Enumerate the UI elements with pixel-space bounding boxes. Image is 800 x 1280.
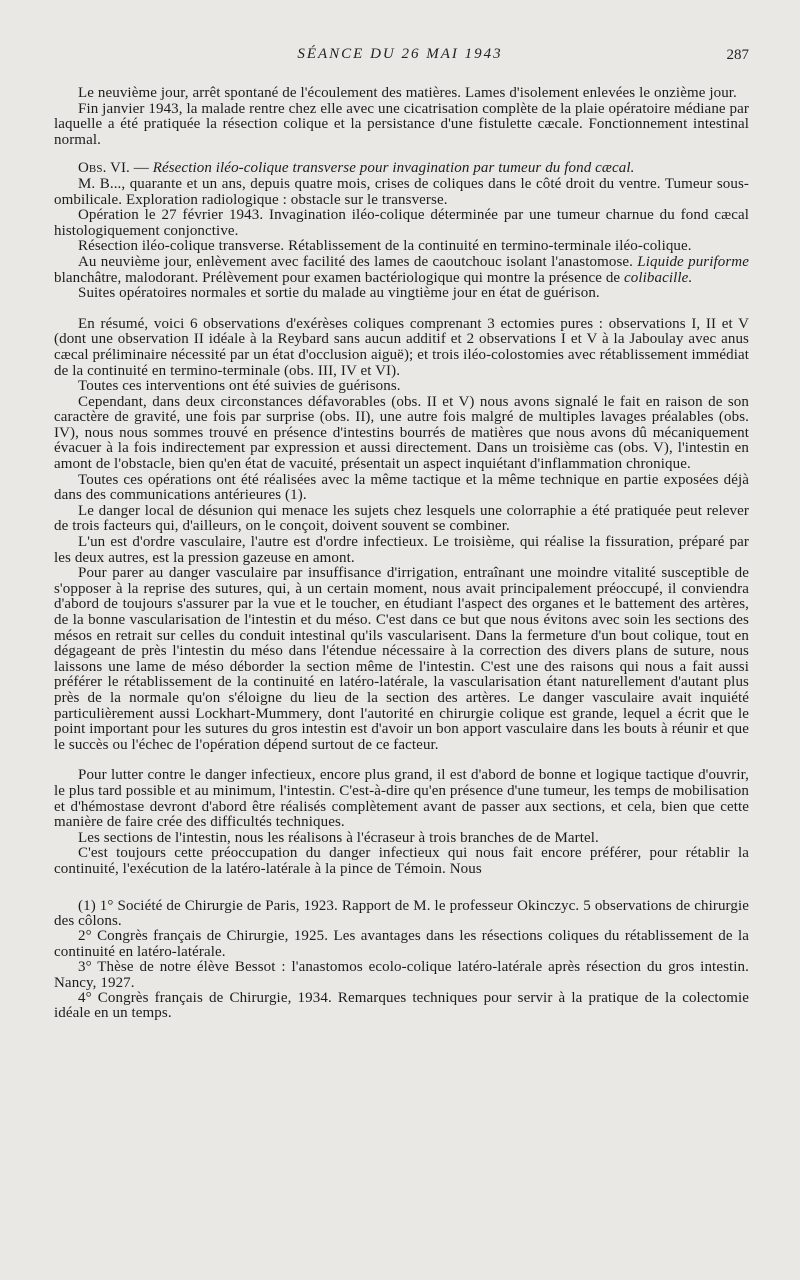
paragraph: Les sections de l'intestin, nous les réalisons à l'écraseur à trois branches de de Martel. bbox=[78, 829, 599, 846]
paragraph: L'un est d'ordre vasculaire, l'autre est d'ordre infectieux. Le troisième, qui réalise la fissuration, préparé par les deux autres, est la pression gazeuse en amont. bbox=[54, 534, 749, 566]
observation-title: Résection iléo-colique transverse pour invagination par tumeur du fond cæcal. bbox=[152, 160, 635, 177]
paragraph: Pour lutter contre le danger infectieux, encore plus grand, il est d'abord de bonne et logique tactique d'ouvrir, le plus tard possible et au minimum, l'intestin. C'est-à-dire qu'en présence d'une tumeur, les temps de mobilisation et d'hémostase devront d'abord être réalisés complètement avant de passer aux sections, et cela, bien que cette manière de faire crée des difficultés techniques. bbox=[54, 767, 749, 831]
page-number: 287 bbox=[726, 47, 749, 63]
paragraph: M. B..., quarante et un ans, depuis quatre mois, crises de coliques dans le côté droit du ventre. Tumeur sous-ombilicale. Exploration radiologique : obstacle sur le transverse. bbox=[54, 175, 749, 208]
paragraph: Toutes ces opérations ont été réalisées avec la même tactique et la même technique en partie exposées déjà dans des communications antérieures (1). bbox=[54, 471, 749, 504]
footnote: 2° Congrès français de Chirurgie, 1925. Les avantages dans les résections coliques du rétablissement de la continuité en latéro-latérale. bbox=[54, 928, 749, 960]
paragraph: Le danger local de désunion qui menace les sujets chez lesquels une colorraphie a été pratiquée peut relever de trois facteurs qui, d'ailleurs, on le conçoit, doivent souvent se combiner. bbox=[54, 502, 749, 535]
paragraph: Le neuvième jour, arrêt spontané de l'écoulement des matières. Lames d'isolement enlevées le onzième jour. bbox=[78, 85, 737, 101]
paragraph: Résection iléo-colique transverse. Rétablissement de la continuité en termino-terminale iléo-colique. bbox=[78, 238, 692, 255]
paragraph: Fin janvier 1943, la malade rentre chez elle avec une cicatrisation complète de la plaie opératoire médiane par laquelle a été pratiquée la résection colique et la persistance d'une fistulette cæcale. Fonctionnement intestinal normal. bbox=[54, 100, 749, 148]
footnote: 4° Congrès français de Chirurgie, 1934. Remarques techniques pour servir à la pratique de la colectomie idéale en un temps. bbox=[54, 989, 749, 1022]
page-header bbox=[0, 46, 800, 66]
text-run: Au neuvième jour, enlèvement avec facilité des lames de caoutchouc isolant l'anastomose. bbox=[78, 253, 638, 270]
text-run: blanchâtre, malodorant. Prélèvement pour examen bactériologique qui montre la présence de bbox=[54, 269, 625, 286]
footnote: (1) 1° Société de Chirurgie de Paris, 1923. Rapport de M. le professeur Okinczyc. 5 observations de chirurgie des côlons. bbox=[54, 897, 749, 929]
paragraph bbox=[54, 255, 749, 286]
paragraph: En résumé, voici 6 observations d'exérèses coliques comprenant 3 ectomies pures : observations I, II et V (dont une observation II idéale à la Reybard sans aucun additif et 2 observations I et V à la Jaboulay avec anus cæcal préliminaire nécessité par un état d'occlusion aiguë); et trois iléo-colostomies avec rétablissement immédiat de la continuité en termino-terminale (obs. III, IV et VI). bbox=[54, 315, 749, 379]
paragraph: Opération le 27 février 1943. Invagination iléo-colique déterminée par une tumeur charnue du fond cæcal histologiquement conjonctive. bbox=[54, 207, 749, 239]
running-title: SÉANCE DU 26 MAI 1943 bbox=[297, 46, 503, 62]
dash: — bbox=[129, 160, 153, 177]
footnotes bbox=[54, 899, 749, 1022]
paragraph: Toutes ces interventions ont été suivies de guérisons. bbox=[78, 378, 401, 395]
paragraph: Suites opératoires normales et sortie du malade au vingtième jour en état de guérison. bbox=[78, 285, 600, 302]
observation-heading bbox=[54, 161, 749, 177]
paragraph: Cependant, dans deux circonstances défavorables (obs. II et V) nous avons signalé le fait en raison de son caractère de gravité, une fois par surprise (obs. II), une autre fois malgré de multiples lavages préalables (obs. IV), nous nous sommes trouvé en présence d'intestins bourrés de matières que nous avons dû mécaniquement évacuer à la fois indirectement par expression et aussi directement. Dans un troisième cas (obs. V), l'intestin en amont de l'obstacle, bien qu'en état de vacuité, présentait un aspect inquiétant d'inflammation chronique. bbox=[54, 393, 749, 473]
footnote: 3° Thèse de notre élève Bessot : l'anastomos ecolo-colique latéro-latérale après résection du gros intestin. Nancy, 1927. bbox=[54, 959, 749, 991]
paragraph: C'est toujours cette préoccupation du danger infectieux qui nous fait encore préférer, pour rétablir la continuité, l'exécution de la latéro-latérale à la pince de Témoin. Nous bbox=[54, 845, 749, 877]
paragraph: Pour parer au danger vasculaire par insuffisance d'irrigation, entraînant une moindre vitalité susceptible de s'opposer à la reprise des sutures, qui, à un certain moment, nous avait principalement préoccupé, il conviendra d'abord de toujours s'assurer par la vue et le toucher, en étudiant l'aspect des organes et le battement des artères, de la bonne vascularisation de l'intestin et du méso. C'est dans ce but que nous évitons avec soin les sections des mésos en retrait sur celles du conduit intestinal qu'ils vascularisent. Dans la fermeture d'un bout colique, tout en dégageant de près l'intestin du méso dans l'étendue nécessaire à la correction des divers plans de suture, nous laissons une lame de méso déborder la section même de l'intestin. C'est une des raisons qui nous a fait aussi préférer le rétablissement de la continuité en latéro-latérale, la vascularisation étant naturellement d'autant plus près de la normale qu'on s'éloigne du lieu de la section des artères. Le danger vasculaire avait inquiété particulièrement aussi Lockhart-Mummery, dont l'autorité en chirurgie colique est grande, lequel a écrit que le point important pour les sutures du gros intestin est d'avoir un bon apport vasculaire dans les bouts à réunir et que le succès ou l'échec de l'opération dépend surtout de ce facteur. bbox=[54, 565, 749, 753]
observation-label: Obs. VI. bbox=[78, 160, 130, 177]
italic-term: Liquide puriforme bbox=[637, 253, 749, 270]
page-body bbox=[54, 86, 749, 1022]
italic-term: colibacille. bbox=[624, 269, 693, 286]
